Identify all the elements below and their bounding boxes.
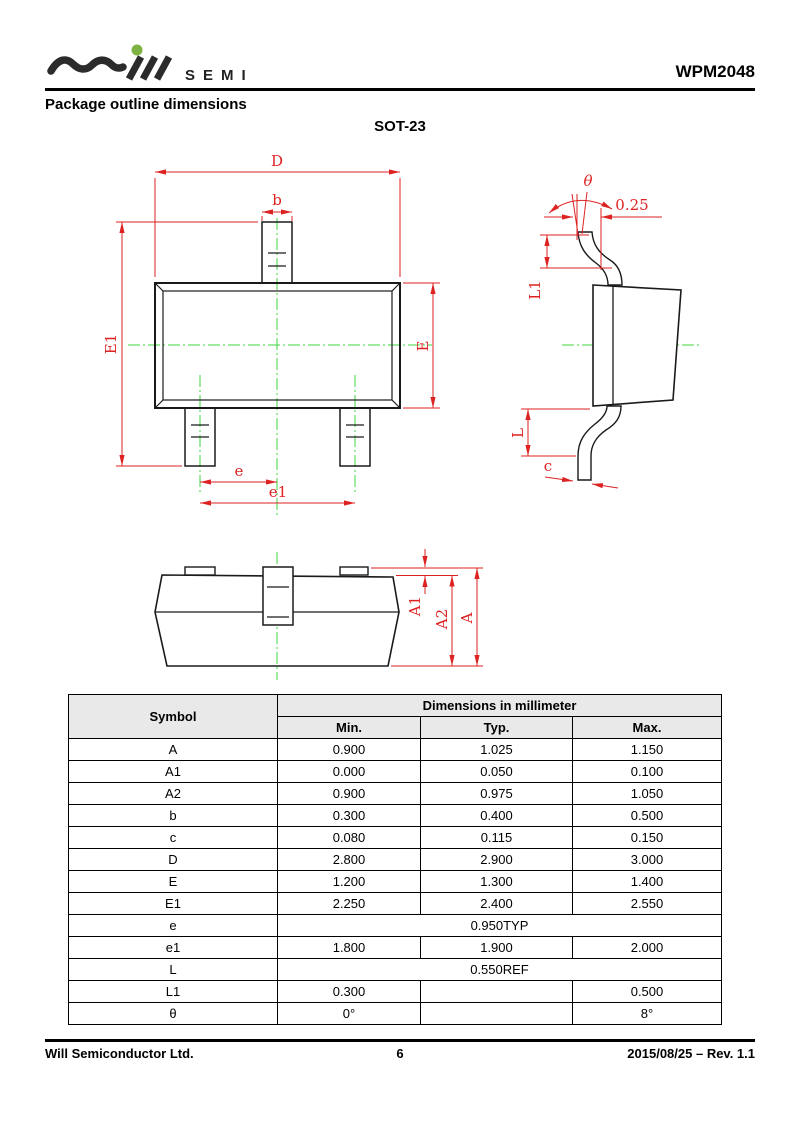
typ-cell: 2.400 xyxy=(421,893,573,915)
logo-semi-text: SEMI xyxy=(185,67,254,84)
dim-label-A: A xyxy=(458,612,476,624)
typ-cell: 0.975 xyxy=(421,783,573,805)
typ-cell xyxy=(421,981,573,1003)
table-row xyxy=(69,827,722,849)
typ-cell xyxy=(421,1003,573,1025)
symbol-cell: A xyxy=(69,739,278,761)
min-cell: 2.250 xyxy=(278,893,421,915)
symbol-cell: D xyxy=(69,849,278,871)
dim-label-E1: E1 xyxy=(102,333,120,355)
span-value-cell: 0.550REF xyxy=(278,959,722,981)
dim-label-c: c xyxy=(543,457,553,475)
table-row xyxy=(69,981,722,1003)
dim-label-theta: θ xyxy=(583,172,593,190)
max-cell: 2.000 xyxy=(573,937,722,959)
symbol-cell: θ xyxy=(69,1003,278,1025)
package-outline-drawing xyxy=(0,150,800,695)
min-cell: 0° xyxy=(278,1003,421,1025)
symbol-cell: b xyxy=(69,805,278,827)
front-view xyxy=(155,549,483,680)
min-cell: 2.800 xyxy=(278,849,421,871)
dim-label-A1: A1 xyxy=(406,595,424,617)
typ-cell: 0.050 xyxy=(421,761,573,783)
max-cell: 0.500 xyxy=(573,981,722,1003)
typ-cell: 1.025 xyxy=(421,739,573,761)
logo-wave-icon xyxy=(45,42,175,90)
typ-cell: 1.300 xyxy=(421,871,573,893)
typ-cell: 0.115 xyxy=(421,827,573,849)
table-row xyxy=(69,739,722,761)
table-row xyxy=(69,805,722,827)
dim-label-A2: A2 xyxy=(433,608,451,630)
max-cell: 1.150 xyxy=(573,739,722,761)
footer-company: Will Semiconductor Ltd. xyxy=(45,1046,194,1061)
dim-label-e: e xyxy=(234,462,244,480)
table-row xyxy=(69,849,722,871)
max-cell: 0.150 xyxy=(573,827,722,849)
min-cell: 1.200 xyxy=(278,871,421,893)
company-logo xyxy=(45,42,254,90)
max-cell: 3.000 xyxy=(573,849,722,871)
dim-label-L1: L1 xyxy=(526,280,544,300)
max-cell: 8° xyxy=(573,1003,722,1025)
min-cell: 0.000 xyxy=(278,761,421,783)
dimensions-table xyxy=(68,694,722,1025)
symbol-cell: L xyxy=(69,959,278,981)
symbol-cell: E xyxy=(69,871,278,893)
max-cell: 2.550 xyxy=(573,893,722,915)
logo-green-dot xyxy=(132,45,143,56)
table-row xyxy=(69,893,722,915)
group-header: Dimensions in millimeter xyxy=(278,695,722,717)
span-value-cell: 0.950TYP xyxy=(278,915,722,937)
table-row xyxy=(69,761,722,783)
dim-label-E: E xyxy=(414,340,432,352)
typ-cell: 1.900 xyxy=(421,937,573,959)
min-cell: 0.900 xyxy=(278,783,421,805)
min-cell: 0.300 xyxy=(278,805,421,827)
typ-header: Typ. xyxy=(421,717,573,739)
min-header: Min. xyxy=(278,717,421,739)
table-row xyxy=(69,915,722,937)
symbol-cell: A2 xyxy=(69,783,278,805)
symbol-cell: e xyxy=(69,915,278,937)
package-name: SOT-23 xyxy=(374,118,426,135)
symbol-cell: c xyxy=(69,827,278,849)
footer-revision: 2015/08/25 – Rev. 1.1 xyxy=(627,1046,755,1061)
table-header-row xyxy=(69,695,722,717)
footer-page-number: 6 xyxy=(396,1046,404,1061)
side-view xyxy=(509,172,700,488)
max-cell: 0.100 xyxy=(573,761,722,783)
table-row xyxy=(69,1003,722,1025)
typ-cell: 0.400 xyxy=(421,805,573,827)
page-title: Package outline dimensions xyxy=(45,96,247,113)
top-view xyxy=(102,152,440,515)
table-row xyxy=(69,937,722,959)
dim-label-D: D xyxy=(270,152,284,170)
footer-rule xyxy=(45,1039,755,1042)
dim-label-offset: 0.25 xyxy=(615,196,649,214)
max-cell: 1.050 xyxy=(573,783,722,805)
typ-cell: 2.900 xyxy=(421,849,573,871)
min-cell: 1.800 xyxy=(278,937,421,959)
dim-label-b: b xyxy=(272,191,282,209)
min-cell: 0.080 xyxy=(278,827,421,849)
symbol-cell: A1 xyxy=(69,761,278,783)
min-cell: 0.900 xyxy=(278,739,421,761)
min-cell: 0.300 xyxy=(278,981,421,1003)
symbol-cell: e1 xyxy=(69,937,278,959)
symbol-cell: E1 xyxy=(69,893,278,915)
table-row xyxy=(69,959,722,981)
symbol-header: Symbol xyxy=(69,695,278,739)
table-row xyxy=(69,783,722,805)
max-header: Max. xyxy=(573,717,722,739)
symbol-cell: L1 xyxy=(69,981,278,1003)
max-cell: 1.400 xyxy=(573,871,722,893)
table-row xyxy=(69,871,722,893)
max-cell: 0.500 xyxy=(573,805,722,827)
part-number: WPM2048 xyxy=(675,62,755,81)
header-rule xyxy=(45,88,755,91)
dim-label-L: L xyxy=(509,428,527,438)
dim-label-e1: e1 xyxy=(268,483,288,501)
